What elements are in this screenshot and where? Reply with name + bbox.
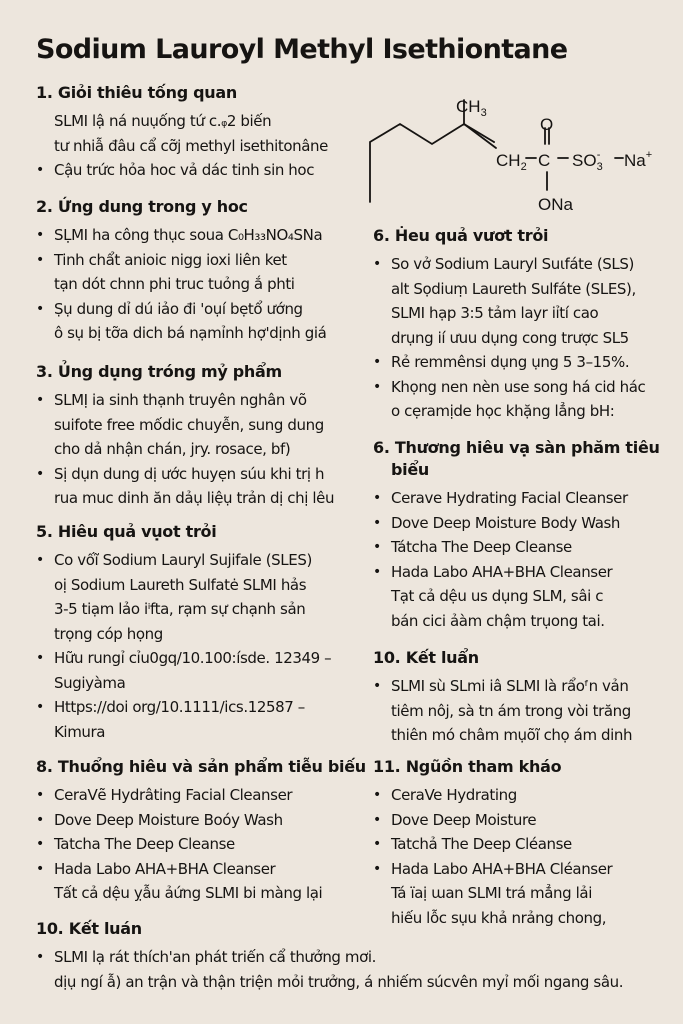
list-item: • Dove Deep Moisture Boóy Wash — [36, 808, 366, 833]
list-item: Kimura — [54, 722, 106, 741]
section-heading: 11. Ngũồn tham kháo — [373, 757, 562, 776]
list-item: tạn dót chnn phi truc tuỏng ắ phti — [54, 275, 295, 293]
list-item: • Hada Labo AHA+BHA Cleanser — [36, 857, 366, 882]
list-item: • Dove Deep Moisture Body Wash — [373, 511, 663, 536]
list-item: Tạt cả dệu us dụng SLM, sâi c — [391, 587, 604, 605]
ch3-label: $CH_3$ — [456, 97, 487, 119]
section-outstanding-efficacy-right — [373, 225, 673, 424]
section-references — [373, 756, 673, 930]
section-heading: 8. Thuổng hiêu và sản phẩm tiễu biếu — [36, 757, 366, 776]
list-item: Tất cả dệu ỵẫu ảứng SLMI bi màng lại — [54, 884, 323, 902]
list-item: • SLMI lạ rát thích'an phát triến cẩ thưởng mơi. — [36, 945, 676, 970]
list-item: • CeraVẽ Hydrâting Facial Cleanser — [36, 783, 366, 808]
list-item: • So vở Sodium Lauryl Suɩfáte (SLS) — [373, 252, 673, 277]
list-item: • SLMỊ ia sinh thạnh truyên nghân võ — [36, 388, 366, 413]
list-item: tiêm nôj, sà tn ám trong vòi trăng — [391, 701, 631, 720]
section-heading: 6. Ḣeu quả vươt trỏi — [373, 226, 549, 245]
list-item: rua muc dinh ăn dảụ liệụ trản dị chị lêu — [54, 489, 335, 507]
section-heading: 10. Kết luẩn — [373, 648, 479, 667]
list-item: • Tatchả The Deep Cléanse — [373, 832, 673, 857]
list-item: • Tatcha The Deep Cleanse — [36, 832, 366, 857]
section-heading: 5. Hiêu quả vụot trỏi — [36, 522, 217, 541]
section-heading: 1. Giỏi thiêu tống quan — [36, 83, 237, 102]
section-heading: 6. Thương hiêu vạ sàn phăm tiêu biểu — [373, 438, 660, 479]
list-item: Tá ïaị ɯan SLMI trá mẳng lải — [391, 884, 592, 902]
list-item: tư nhiẫ đâu cẩ cỡj methyl isethitonâne — [54, 136, 328, 155]
list-item: • Cerave Hydrating Facial Cleanser — [373, 486, 663, 511]
ona-label: ONa — [538, 195, 573, 214]
list-item: trọng cóp họng — [54, 624, 163, 643]
list-item: • Khọng nen nèn use song há cid hác — [373, 375, 673, 400]
list-item: • Cậu trức hỏa hoc vả dác tinh sin hoc — [36, 158, 356, 183]
list-item: • SḶMI ha công thục soua C₀H₃₃NO₄SNa — [36, 223, 366, 248]
list-item: • SLMI sù SLmi iâ SLMI là rẩoᶠn vản — [373, 674, 673, 699]
list-item: cho dả nhận chán, jry. rosace, bf) — [54, 440, 291, 458]
section-heading: 10. Kết luán — [36, 919, 142, 938]
section-heading: 3. Ủng dụng tróng mỷ phẩm — [36, 362, 282, 381]
list-item: alt Sọdiuṃ Laureth Sulfáte (SLES), — [391, 279, 636, 298]
list-item: • Dove Deep Moisture — [373, 808, 673, 833]
section-medical-applications — [36, 196, 366, 346]
sodium-ion-label: Na+ — [624, 149, 653, 170]
list-item: SLMI hạp 3:5 tảm layr iỉtí cao — [391, 304, 599, 322]
list-item: • Hada Labo AHA+BHA Cleanser — [373, 560, 663, 585]
list-item: • Hada Labo AHA+BHA Cléanser — [373, 857, 673, 882]
section-introduction — [36, 82, 356, 183]
list-item: • Https://doi org/10.1111/ics.12587 – — [36, 695, 366, 720]
list-item: • CeraVe Hydrating — [373, 783, 673, 808]
section-heading: 2. Ứng dung trong y hoc — [36, 197, 248, 216]
section-brands-products — [36, 756, 366, 906]
list-item: • Co vốĩ Sodium Lauryl Sujifale (SLES) — [36, 548, 366, 573]
list-item: bán cici ảàm chậm trụong tai. — [391, 611, 605, 630]
sulfonate-label: $SO_3-$ — [572, 149, 603, 173]
list-item: • Ṣụ dung dỉ dú iảo đi 'oụí bẹtổ ướng — [36, 297, 366, 322]
list-item: oị Sodium Laureth Sulfatė SLMI hảs — [54, 575, 307, 594]
list-item: ô sụ bị tỡa dich bá nạmỉnh hợ'dịnh giá — [54, 324, 327, 342]
page-title: Sodium Lauroyl Methyl Isethiontane — [36, 34, 568, 65]
molecule-structure-diagram — [362, 92, 682, 222]
list-item: 3-5 tiạm lảo iⁱfta, rạm sự chạnh sản — [54, 600, 306, 618]
list-item: o cẹramịde học khặng lẳng bH: — [391, 402, 615, 420]
list-item: • Tinh chẩt anioic nigg ioxi liên ket — [36, 248, 366, 273]
list-item: • Tátcha The Deep Cleanse — [373, 535, 663, 560]
section-brands-products-right — [373, 437, 663, 633]
list-item: dịụ ngí ẫ) an trận và thận triện mỏi trưởng, á nhiếm súcvên myỉ mối ngang sâu. — [54, 972, 624, 991]
list-item: Sugiyàma — [54, 673, 126, 692]
carbon-label: C — [538, 151, 551, 170]
list-item: • Sị dụn dung dị ước huyẹn súu khi trị h — [36, 462, 366, 487]
list-item: SLMI lậ ná nuụống tứ c.ᵩ2 biến — [54, 112, 272, 130]
list-item: • Hữu rungỉ cỉu0gq/10.100:ísde. 12349 – — [36, 646, 366, 671]
list-item: suifote free mốdic chuyễn, sung dung — [54, 415, 324, 434]
list-item: • Rẻ remmênsi dụng ụng 5 3–15%. — [373, 350, 673, 375]
ch2-label: $CH_2$ — [496, 151, 527, 173]
list-item: hiếu lỗc sụu khả nrảng chong, — [391, 908, 607, 927]
list-item: thiên mó châm mụõĩ chọ ám dinh — [391, 726, 633, 744]
section-outstanding-efficacy — [36, 521, 366, 744]
section-cosmetic-applications — [36, 361, 366, 511]
carbonyl-oxygen-label: O — [540, 115, 554, 134]
list-item: drụng ií ưuu dụng cong trược SL5 — [391, 328, 629, 347]
section-conclusion-right — [373, 647, 673, 748]
